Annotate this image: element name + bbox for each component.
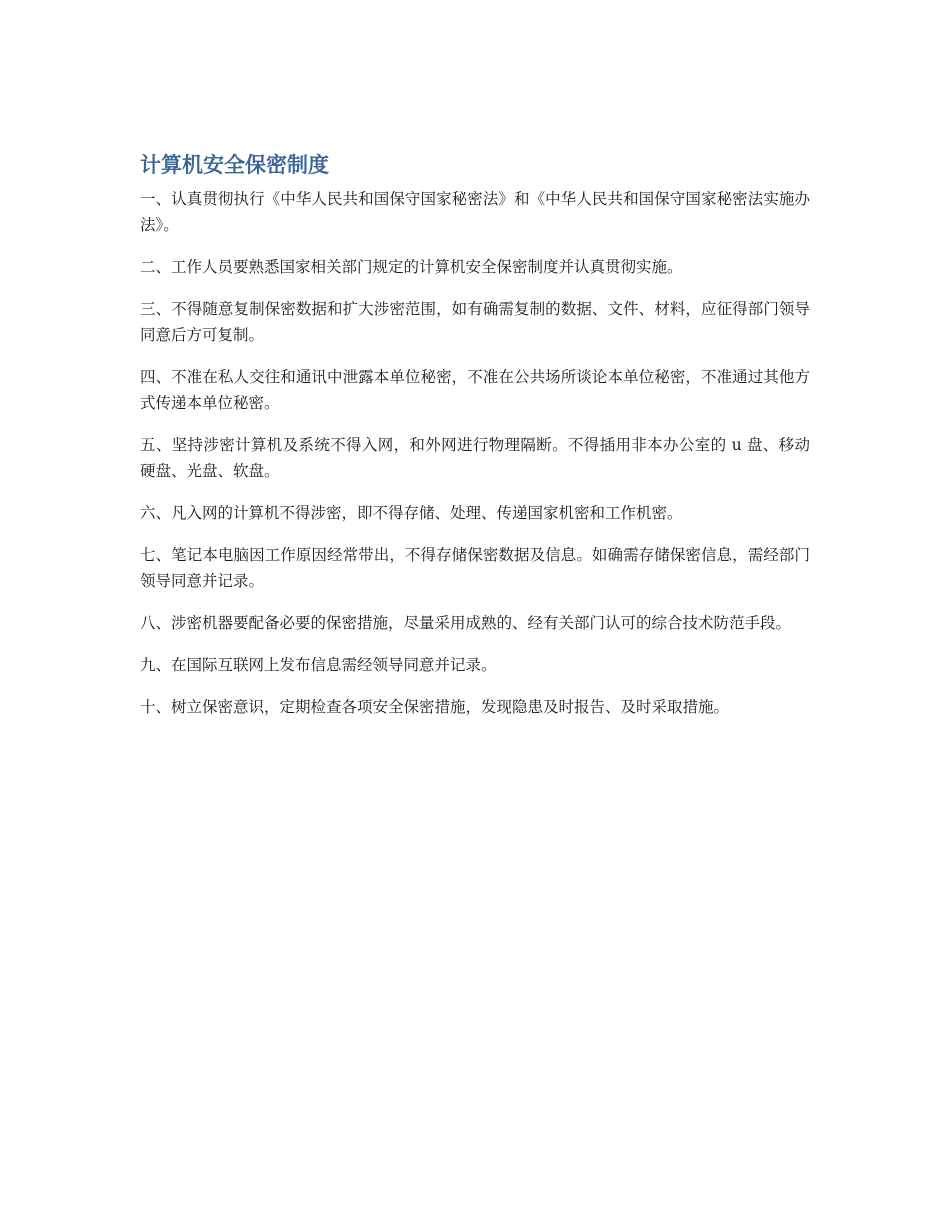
clause-10: 十、树立保密意识，定期检查各项安全保密措施，发现隐患及时报告、及时采取措施。: [140, 698, 730, 716]
clause-2: 二、工作人员要熟悉国家相关部门规定的计算机安全保密制度并认真贯彻实施。: [140, 258, 683, 276]
clause-1: 一、认真贯彻执行《中华人民共和国保守国家秘密法》和《中华人民共和国保守国家秘密法实施办法》。: [140, 190, 810, 234]
clause-7: 七、笔记本电脑因工作原因经常带出，不得存储保密数据及信息。如确需存储保密信息，需经部门领导同意并记录。: [140, 546, 810, 590]
clause-4: 四、不准在私人交往和通讯中泄露本单位秘密，不准在公共场所谈论本单位秘密，不准通过其他方式传递本单位秘密。: [140, 368, 810, 412]
clause-8: 八、涉密机器要配备必要的保密措施，尽量采用成熟的、经有关部门认可的综合技术防范手段。: [140, 614, 792, 632]
document-body: [140, 150, 810, 736]
document-title: 计算机安全保密制度: [140, 153, 329, 177]
clause-9: 九、在国际互联网上发布信息需经领导同意并记录。: [140, 656, 497, 674]
clause-5: 五、坚持涉密计算机及系统不得入网，和外网进行物理隔断。不得插用非本办公室的 u 盘、移动硬盘、光盘、软盘。: [140, 436, 810, 480]
clause-6: 六、凡入网的计算机不得涉密，即不得存储、处理、传递国家机密和工作机密。: [140, 504, 683, 522]
clause-3: 三、不得随意复制保密数据和扩大涉密范围，如有确需复制的数据、文件、材料，应征得部门领导同意后方可复制。: [140, 300, 810, 344]
